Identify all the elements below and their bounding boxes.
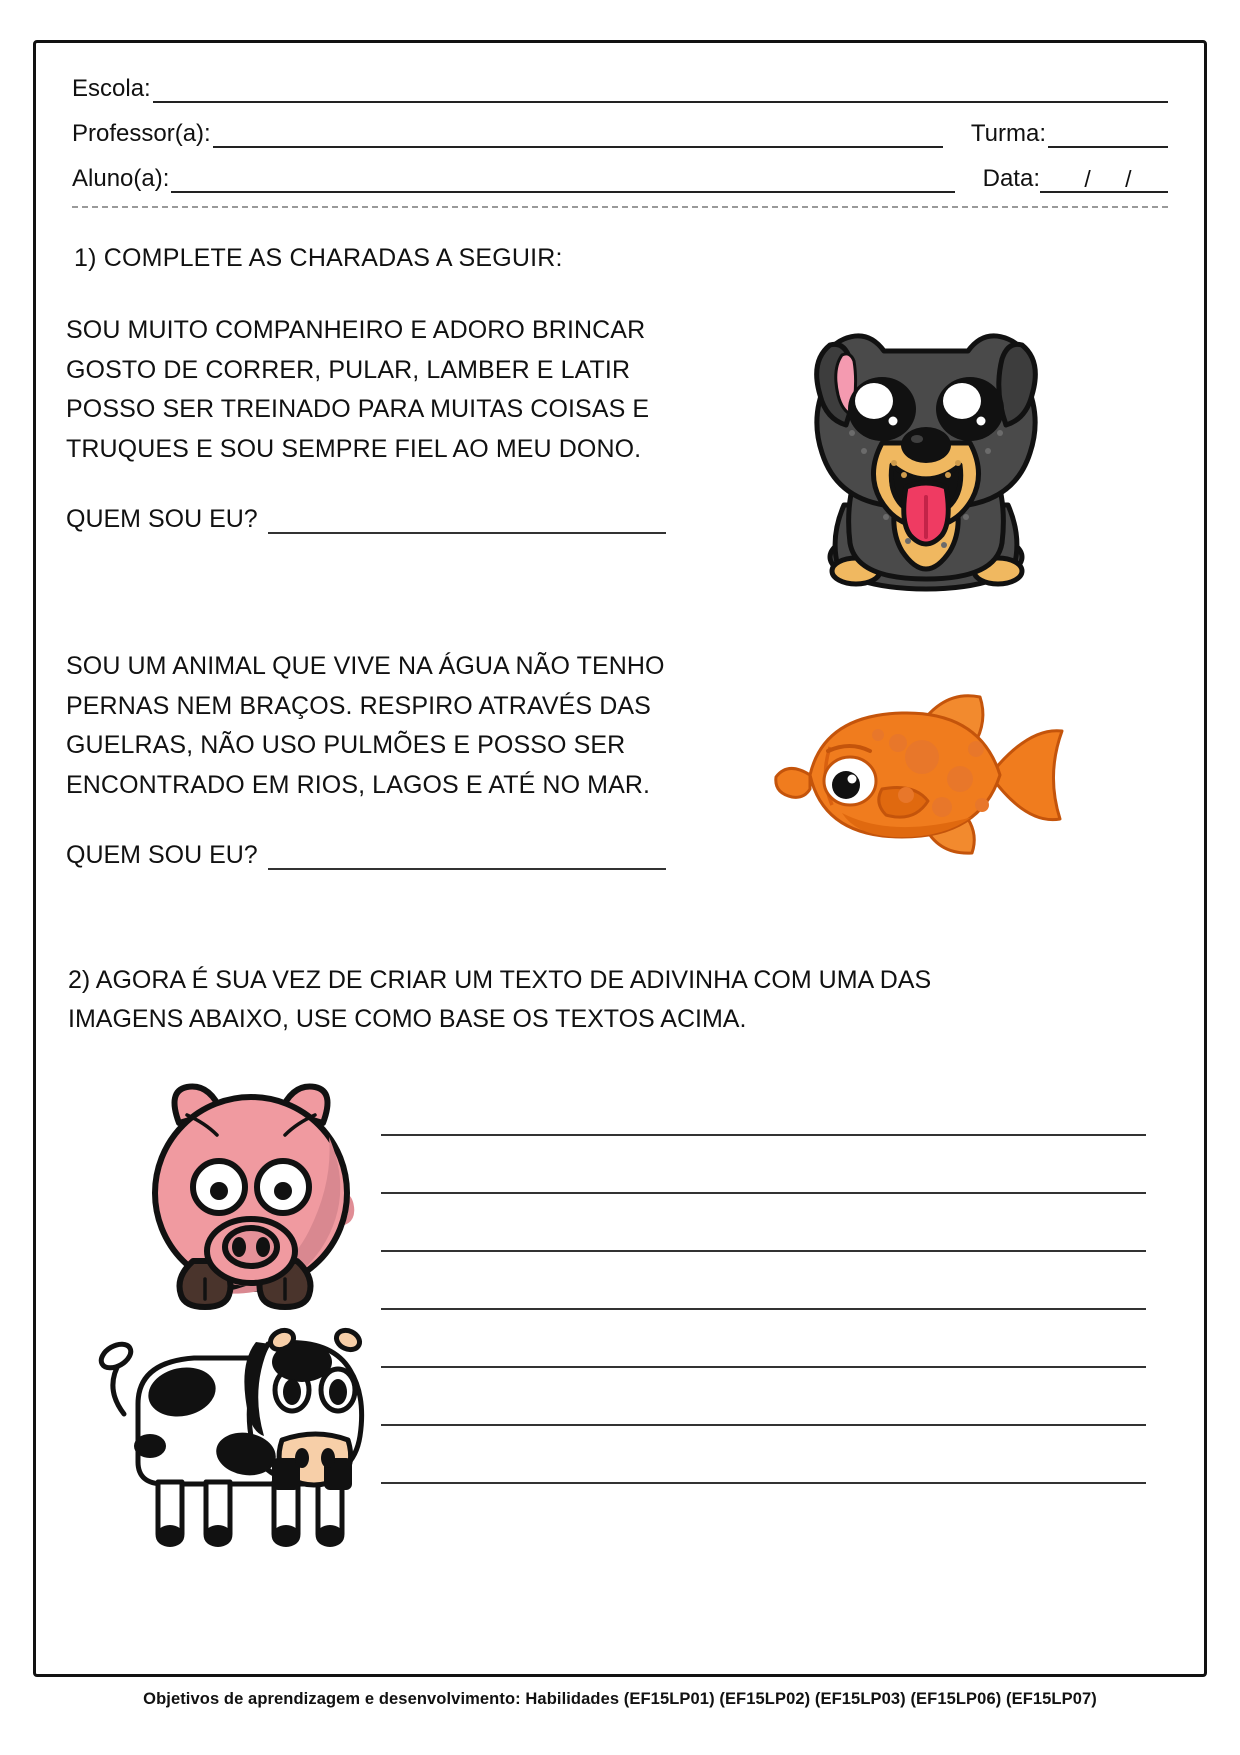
student-input-line[interactable] xyxy=(171,171,954,193)
student-identification-header xyxy=(36,43,1204,208)
riddle-2-line-4: ENCONTRADO EM RIOS, LAGOS E ATÉ NO MAR. xyxy=(66,770,651,799)
school-label: Escola: xyxy=(72,75,151,102)
riddle-1-line-4: TRUQUES E SOU SEMPRE FIEL AO MEU DONO. xyxy=(66,434,642,463)
teacher-class-row xyxy=(72,116,1168,148)
riddle-1-answer-line[interactable] xyxy=(268,514,666,534)
question-2-instructions xyxy=(68,961,1078,1039)
school-input-line[interactable] xyxy=(153,81,1168,103)
question-1-title: 1) COMPLETE AS CHARADAS A SEGUIR: xyxy=(74,244,563,272)
riddle-2-answer-line[interactable] xyxy=(268,850,666,870)
header-divider xyxy=(72,206,1168,208)
riddle-2-answer-row xyxy=(66,841,666,870)
writing-line[interactable] xyxy=(381,1194,1146,1252)
riddle-2-answer-label: QUEM SOU EU? xyxy=(66,841,258,869)
riddle-1-line-1: SOU MUITO COMPANHEIRO E ADORO BRINCAR xyxy=(66,316,646,344)
riddle-1-line-2: GOSTO DE CORRER, PULAR, LAMBER E LATIR xyxy=(66,355,631,384)
class-label: Turma: xyxy=(970,120,1046,147)
date-input-line[interactable]: / / xyxy=(1040,167,1168,193)
fish-illustration xyxy=(746,683,1076,873)
writing-line[interactable] xyxy=(381,1078,1146,1136)
writing-line[interactable] xyxy=(381,1252,1146,1310)
student-label: Aluno(a): xyxy=(72,165,170,192)
date-label: Data: xyxy=(982,165,1040,192)
riddle-1-line-3: POSSO SER TREINADO PARA MUITAS COISAS E xyxy=(66,395,650,423)
class-input-line[interactable] xyxy=(1048,126,1168,148)
question-2-line-1: 2) AGORA É SUA VEZ DE CRIAR UM TEXTO DE ADIVINHA COM UMA DAS xyxy=(68,966,932,994)
dog-illustration xyxy=(786,305,1066,600)
riddle-2-line-1: SOU UM ANIMAL QUE VIVE NA ÁGUA NÃO TENHO xyxy=(66,652,665,680)
riddle-2-text xyxy=(66,647,756,805)
question-2-line-2: IMAGENS ABAIXO, USE COMO BASE OS TEXTOS ACIMA. xyxy=(68,1004,747,1033)
writing-line[interactable] xyxy=(381,1136,1146,1194)
bncc-objectives-footer: Objetivos de aprendizagem e desenvolvimento: Habilidades (EF15LP01) (EF15LP02) (EF15LP03) (EF15LP06) (EF15LP07) xyxy=(143,1690,1097,1708)
worksheet-page xyxy=(33,40,1207,1677)
teacher-input-line[interactable] xyxy=(213,126,943,148)
writing-line[interactable] xyxy=(381,1368,1146,1426)
school-row xyxy=(72,71,1168,103)
cow-illustration xyxy=(86,1318,386,1553)
riddle-1-text xyxy=(66,311,756,469)
riddle-1-answer-label: QUEM SOU EU? xyxy=(66,505,258,533)
pig-illustration xyxy=(131,1065,371,1315)
riddle-2-line-2: PERNAS NEM BRAÇOS. RESPIRO ATRAVÉS DAS xyxy=(66,691,651,720)
writing-line[interactable] xyxy=(381,1310,1146,1368)
student-writing-area xyxy=(381,1078,1146,1484)
riddle-2-line-3: GUELRAS, NÃO USO PULMÕES E POSSO SER xyxy=(66,731,626,759)
riddle-1-answer-row xyxy=(66,505,666,534)
writing-line[interactable] xyxy=(381,1426,1146,1484)
student-date-row xyxy=(72,161,1168,193)
teacher-label: Professor(a): xyxy=(72,120,211,147)
